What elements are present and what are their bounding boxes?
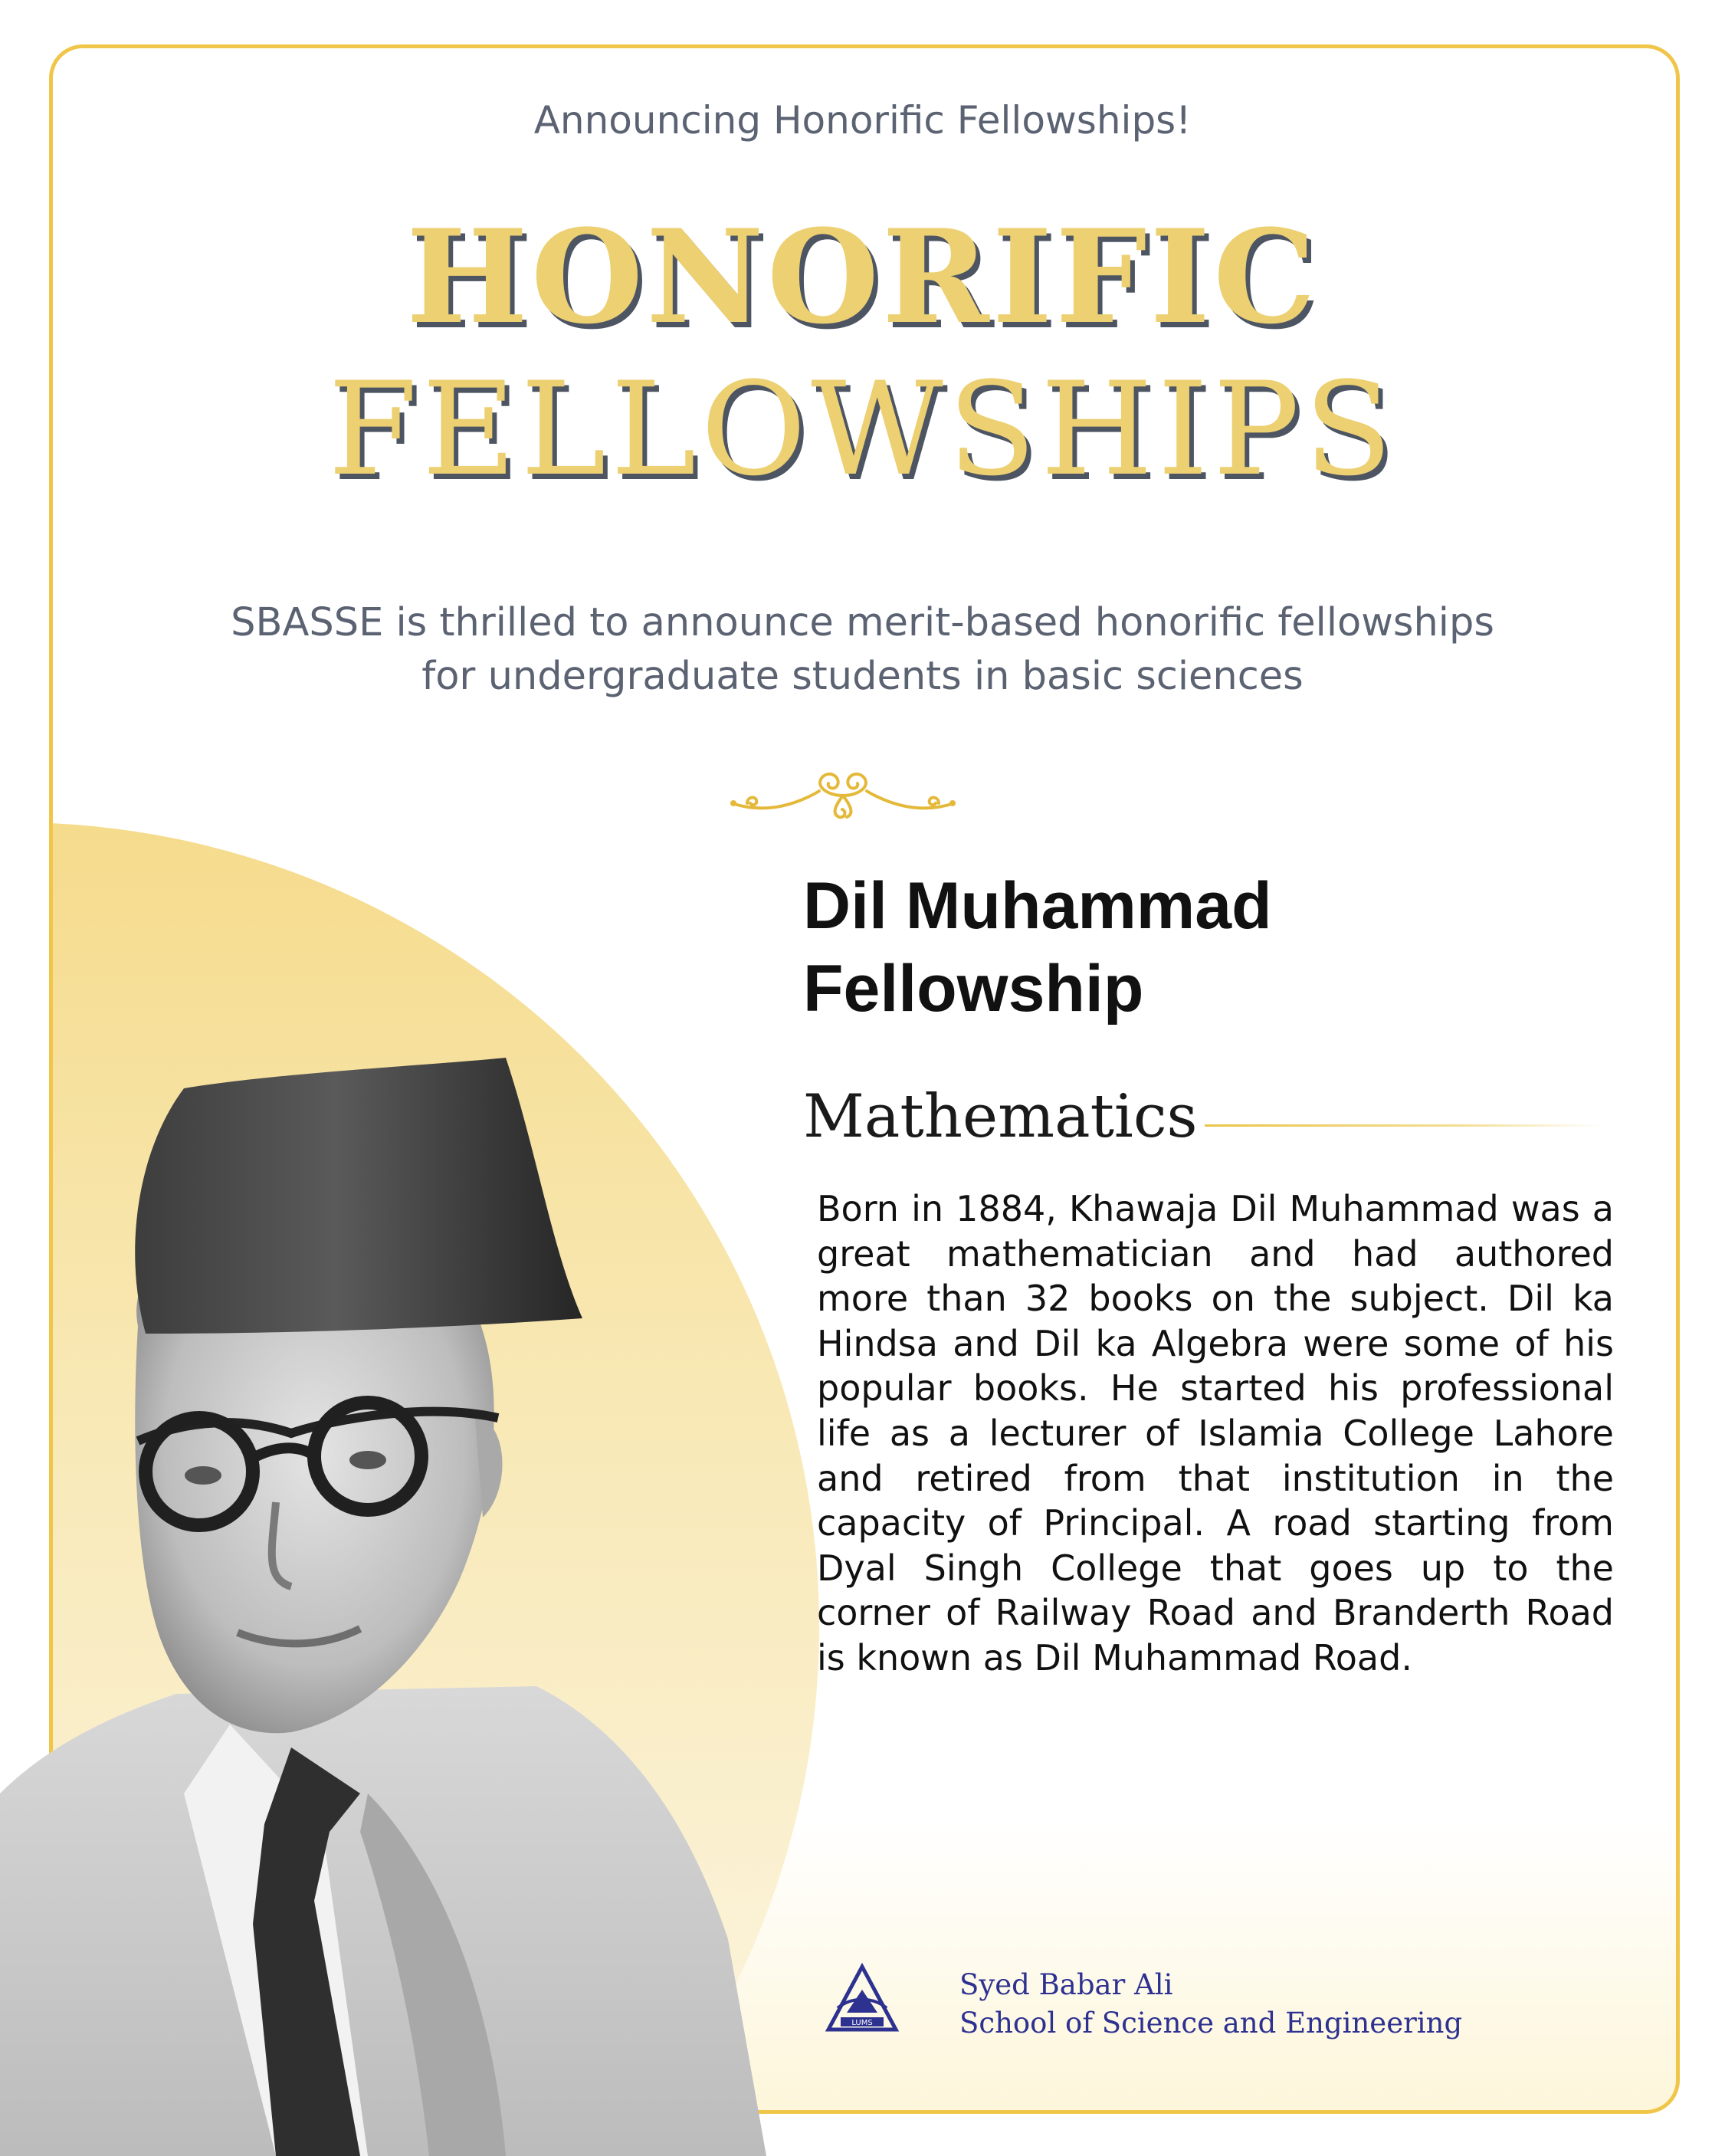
fellowship-subject: Mathematics [803, 1082, 1198, 1151]
biography-text: Born in 1884, Khawaja Dil Muhammad was a great mathematician and had authored more than 32 books on the subject. Dil ka Hindsa and Dil ka Algebra were some of his popular books. He started his professional life as a lecturer of Islamia College Lahore and retired from that institution in the capacity of Principal. A road starting from Dyal Singh College that goes up to the corner of Railway Road and Branderth Road is known as Dil Muhammad Road. [817, 1188, 1614, 1679]
logo-text: LUMS [851, 2019, 873, 2027]
intro-text [92, 596, 1633, 704]
portrait-photo [0, 1058, 766, 2156]
intro-line-2: for undergraduate students in basic sciences [421, 654, 1304, 699]
intro-line-1: SBASSE is thrilled to announce merit-based honorific fellowships [231, 600, 1494, 645]
school-name [959, 1966, 1462, 2043]
title-honorific: HONORIFIC [406, 201, 1319, 353]
lums-logo-icon [824, 1962, 900, 2039]
gold-flourish-icon [724, 763, 962, 828]
school-name-line-2: School of Science and Engineering [959, 2007, 1463, 2040]
title-fellowships: FELLOWSHIPS [328, 354, 1397, 504]
fellowship-name-line-2: Fellowship [803, 952, 1144, 1025]
school-name-line-1: Syed Babar Ali [959, 1968, 1173, 2001]
fellowship-name-line-1: Dil Muhammad [803, 869, 1272, 943]
announcement-text: Announcing Honorific Fellowships! [533, 98, 1192, 143]
fellowship-name [803, 865, 1569, 1030]
subject-divider [1205, 1124, 1603, 1127]
